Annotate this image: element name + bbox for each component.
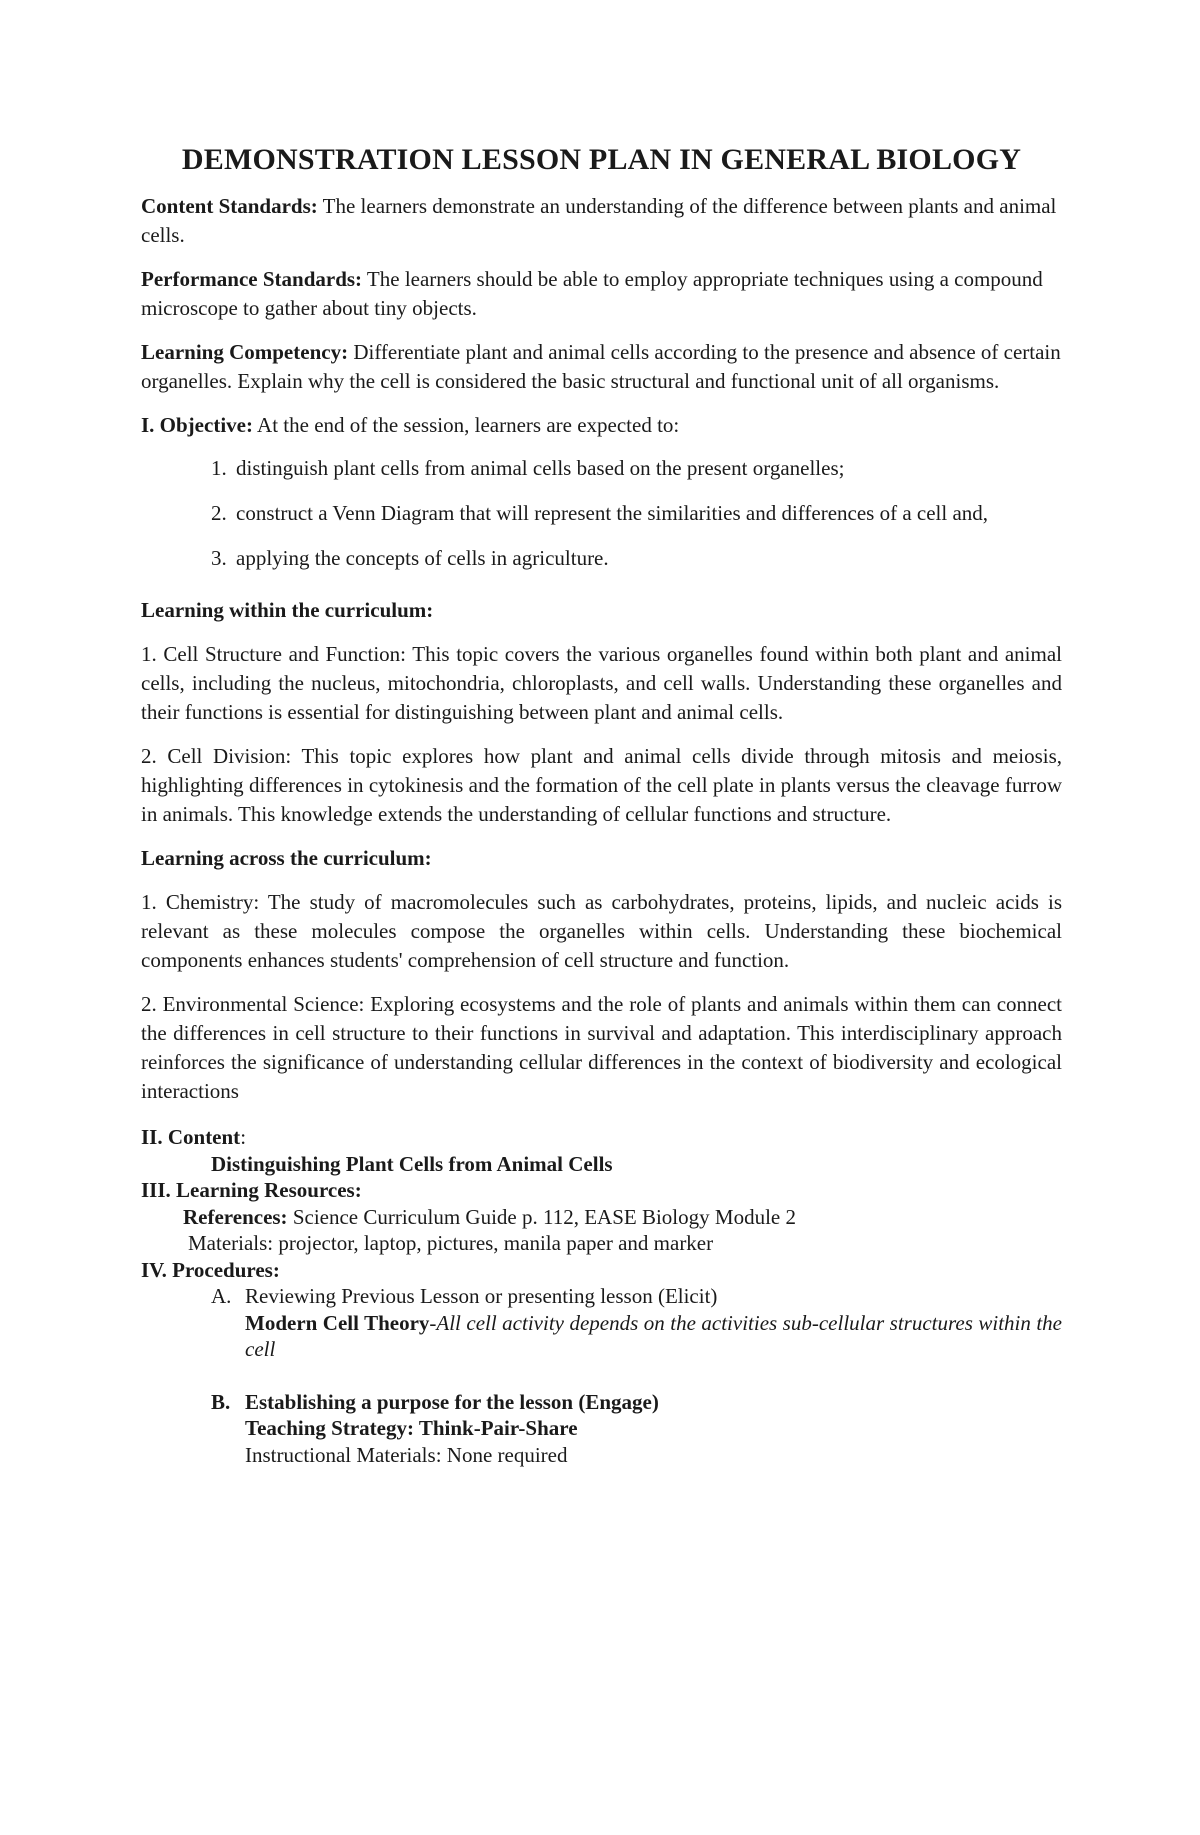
objective-text: At the end of the session, learners are expected to: [252,413,680,437]
list-item-text: distinguish plant cells from animal cells based on the present organelles; [236,456,845,480]
content-standards-text: The learners demonstrate an understanding of the difference between plants and animal cells. [141,194,1057,247]
content-standards [141,192,1062,250]
procedures-label: IV. Procedures: [141,1257,280,1282]
document-title: DEMONSTRATION LESSON PLAN IN GENERAL BIOLOGY [181,143,1022,176]
list-item-number: 2. [211,501,227,525]
list-item-number: 3. [211,546,227,570]
learning-competency-text: Differentiate plant and animal cells according to the presence and absence of certain organelles. Explain why the cell is considered the basic structural and functional unit of all organisms. [141,340,1061,393]
list-item [141,446,1062,491]
list-item-text: applying the concepts of cells in agriculture. [236,546,609,570]
procedure-a [141,1283,1062,1310]
list-item-number: 1. [211,456,227,480]
modern-cell-theory-label: Modern Cell Theory [245,1310,430,1335]
learning-competency-label: Learning Competency: [141,340,349,364]
resources-label: III. Learning Resources: [141,1178,362,1202]
learning-competency [141,338,1062,396]
performance-standards-label: Performance Standards: [141,267,363,291]
content-heading [141,1124,1062,1151]
resources-materials: Materials: projector, laptop, pictures, manila paper and marker [188,1231,714,1255]
performance-standards [141,265,1062,323]
performance-standards-text: The learners should be able to employ appropriate techniques using a compound microscope to gather about tiny objects. [141,267,1043,320]
modern-cell-theory [141,1310,1062,1363]
within-curriculum-item: 2. Cell Division: This topic explores how plant and animal cells divide through mitosis and meiosis, highlighting differences in cytokinesis and the formation of the cell plate in plants versus the cleavage furrow in animals. This knowledge extends the understanding of cellular functions and structure. [141,744,1062,826]
objective-label: I. Objective: [141,413,253,437]
list-item [141,536,1062,581]
references-text: Science Curriculum Guide p. 112, EASE Biology Module 2 [287,1204,796,1229]
teaching-strategy [141,1415,1062,1442]
procedure-b [141,1389,1062,1416]
objective-list [141,446,1062,581]
within-curriculum-item: 1. Cell Structure and Function: This topic covers the various organelles found within both plant and animal cells, including the nucleus, mitochondria, chloroplasts, and cell walls. Understanding these organelles and their functions is essential for distinguishing between plant and animal cells. [141,642,1062,724]
content-topic [141,1151,1062,1178]
across-curriculum-heading-text: Learning across the curriculum: [141,846,432,870]
references-label: References: [183,1204,288,1229]
procedure-b-letter: B. [211,1389,231,1414]
resources-heading [141,1177,1062,1204]
list-item-text: construct a Venn Diagram that will represent the similarities and differences of a cell and, [236,501,989,525]
resources-references [141,1204,1062,1231]
within-curriculum-heading [141,596,1062,625]
content-section [141,1124,1062,1468]
procedure-b-text: Establishing a purpose for the lesson (Engage) [245,1389,659,1414]
content-standards-label: Content Standards: [141,194,318,218]
procedure-a-letter: A. [211,1284,232,1308]
spacer [141,1363,1062,1389]
modern-cell-theory-text: -All cell activity depends on the activities sub-cellular structures within the cell [245,1310,1062,1361]
objective-intro [141,411,1062,440]
content-label: II. Content [141,1125,241,1149]
content-colon: : [240,1125,247,1149]
content-topic-text: Distinguishing Plant Cells from Animal Cells [211,1151,613,1176]
instructional-materials: Instructional Materials: None required [245,1442,568,1467]
procedure-a-text: Reviewing Previous Lesson or presenting lesson (Elicit) [245,1284,718,1308]
across-curriculum-item: 1. Chemistry: The study of macromolecules such as carbohydrates, proteins, lipids, and nucleic acids is relevant as these molecules compose the organelles within cells. Understanding these biochemical components enhances students' comprehension of cell structure and function. [141,890,1062,972]
across-curriculum-heading [141,844,1062,873]
procedures-heading [141,1257,1062,1284]
within-curriculum-heading-text: Learning within the curriculum: [141,598,434,622]
teaching-strategy-text: Teaching Strategy: Think-Pair-Share [245,1416,578,1440]
across-curriculum-item: 2. Environmental Science: Exploring ecosystems and the role of plants and animals within them can connect the differences in cell structure to their functions in survival and adaptation. This interdisciplinary approach reinforces the significance of understanding cellular differences in the context of biodiversity and ecological interactions [141,992,1062,1103]
list-item [141,491,1062,536]
